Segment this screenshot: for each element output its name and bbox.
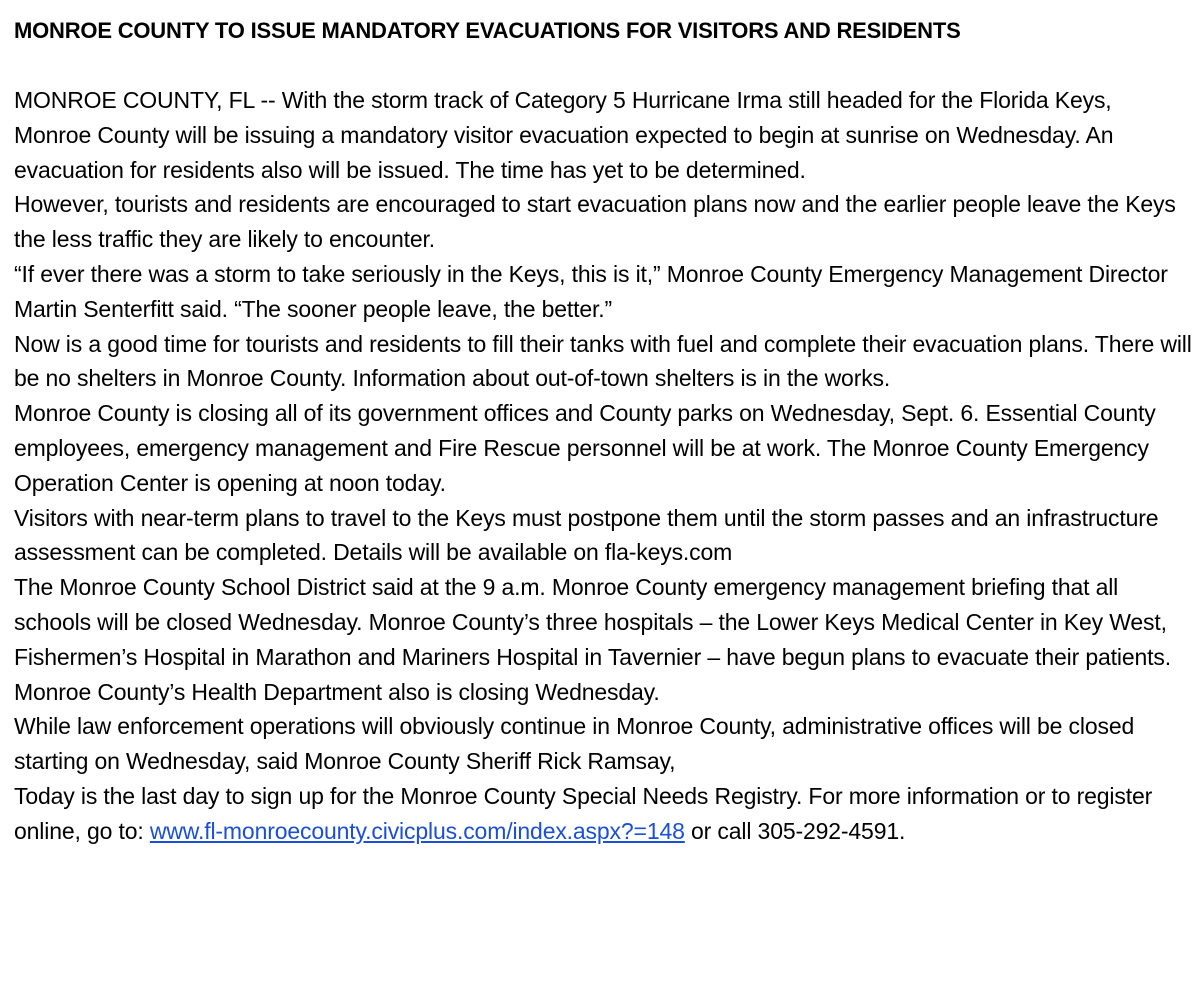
registry-phone-text: or call 305-292-4591. [684, 817, 906, 844]
paragraph-encouragement: However, tourists and residents are encouraged to start evacuation plans now and the earlier people leave the Keys the less traffic they are likely to encounter. [14, 191, 1176, 253]
paragraph-schools-hospitals: The Monroe County School District said at the 9 a.m. Monroe County emergency management briefing that all schools will be closed Wednesday. Monroe County’s three hospitals – the Lower Keys Medical Center in Key West, Fishermen’s Hospital in Marathon and Mariners Hospital in Tavernier – have begun plans to evacuate their patients. Monroe County’s Health Department also is closing Wednesday. [14, 574, 1171, 705]
registry-text: Today is the last day to sign up for the Monroe County Special Needs Registry. For more information or to register online, go to: [14, 782, 1153, 844]
paragraph-closures: Monroe County is closing all of its government offices and County parks on Wednesday, Sept. 6. Essential County employees, emergency management and Fire Rescue personnel will be at work. The Monroe County Emergency Operation Center is opening at noon today. [14, 400, 1156, 496]
registry-link[interactable]: www.fl-monroecounty.civicplus.com/index.aspx?=148 [149, 817, 685, 844]
headline: MONROE COUNTY TO ISSUE MANDATORY EVACUATIONS FOR VISITORS AND RESIDENTS [14, 18, 961, 43]
paragraph-lead: MONROE COUNTY, FL -- With the storm track of Category 5 Hurricane Irma still headed for the Florida Keys, Monroe County will be issuing a mandatory visitor evacuation expected to begin at sunrise on Wednesday. An evacuation for residents also will be issued. The time has yet to be determined. [14, 87, 1114, 183]
paragraph-fuel-shelters: Now is a good time for tourists and residents to fill their tanks with fuel and complete their evacuation plans. There will be no shelters in Monroe County. Information about out-of-town shelters is in the works. [14, 330, 1192, 392]
paragraph-quote: “If ever there was a storm to take seriously in the Keys, this is it,” Monroe County Emergency Management Director Martin Senterfitt said. “The sooner people leave, the better.” [14, 260, 1168, 322]
press-release [14, 14, 1194, 849]
paragraph-registry [14, 779, 1194, 849]
paragraph-law-enforcement: While law enforcement operations will obviously continue in Monroe County, administrative offices will be closed starting on Wednesday, said Monroe County Sheriff Rick Ramsay, [14, 713, 1135, 775]
paragraph-visitors: Visitors with near-term plans to travel to the Keys must postpone them until the storm passes and an infrastructure assessment can be completed. Details will be available on fla-keys.com [14, 504, 1159, 566]
